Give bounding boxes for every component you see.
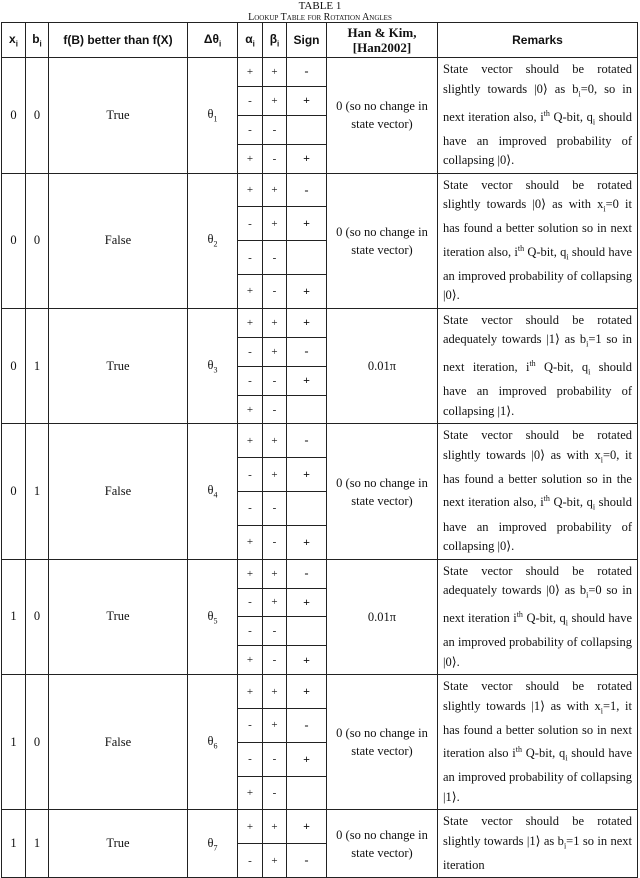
cell-comparison: True [49,58,188,174]
cell-remark [438,58,638,174]
cell-alpha: - [238,115,263,144]
header-remarks: Remarks [438,23,638,58]
remark-index: i [592,117,596,127]
remark-index: i [600,455,603,465]
remark-index: th [529,359,536,369]
table-caption [0,0,640,23]
cell-b: 0 [26,675,49,810]
cell-x: 0 [2,58,26,174]
remark-text: State vector should be rotated slightly towards |0⟩ as with x [443,428,632,462]
cell-delta-theta [188,559,238,675]
cell-delta-theta [188,424,238,559]
cell-remark [438,810,638,878]
remark-text: should have an improved probability of collapsing |0⟩. [443,109,633,168]
cell-beta: + [263,337,287,366]
remark-text: =0 it has found a better solution so in next iteration also, i [443,197,632,259]
remark-index: th [516,610,523,620]
cell-beta: - [263,742,287,776]
cell-b: 1 [26,810,49,878]
remark-text: should have an improved probability of collapsing |0⟩. [443,611,632,669]
cell-alpha: + [238,173,263,207]
cell-beta: + [263,424,287,458]
cell-beta: + [263,844,287,878]
theta-symbol: θ [207,357,214,372]
cell-comparison: False [49,675,188,810]
cell-sign [287,492,327,526]
remark-index: th [543,108,550,118]
cell-beta: + [263,675,287,709]
remark-index: i [578,89,581,98]
theta-index: 3 [213,365,218,375]
cell-delta-theta [188,173,238,308]
remark-index: i [586,339,589,349]
remark-text: should have an improved probability of collapsing |0⟩. [443,495,633,554]
table-row [2,559,638,588]
cell-beta: + [263,308,287,337]
cell-han-kim: 0 (so no change in state vector) [327,58,438,174]
cell-alpha: - [238,366,263,395]
cell-sign: + [287,207,327,241]
cell-beta: - [263,646,287,675]
cell-beta: + [263,458,287,492]
remark-index: i [603,204,606,214]
cell-beta: + [263,810,287,844]
remark-text: Q-bit, q [535,360,589,375]
remark-text: =0 so in next iteration i [443,583,632,626]
cell-comparison: True [49,810,188,878]
cell-alpha: - [238,337,263,366]
theta-index: 1 [213,114,218,124]
cell-delta-theta [188,675,238,810]
cell-beta: + [263,709,287,743]
theta-symbol: θ [207,483,214,498]
header-b: $b_i$ [26,23,49,58]
cell-sign: - [287,58,327,87]
cell-sign: - [287,559,327,588]
cell-beta: - [263,275,287,309]
theta-symbol: θ [207,608,214,623]
cell-comparison: False [49,173,188,308]
theta-symbol: θ [207,734,214,749]
table-row [2,424,638,458]
remark-text: Q-bit, q [524,244,567,259]
cell-han-kim: 0 (so no change in state vector) [327,424,438,559]
remark-index: th [515,745,523,755]
remark-text: State vector should be rotated slightly towards |1⟩ as with x [443,679,632,713]
remark-text: Q-bit, q [549,109,593,124]
theta-index: 4 [213,490,218,500]
cell-alpha: + [238,776,263,810]
table-row [2,810,638,844]
remark-text: Q-bit, q [522,611,566,626]
theta-index: 5 [213,616,218,626]
cell-alpha: + [238,810,263,844]
cell-beta: + [263,86,287,115]
remark-index: th [543,494,550,504]
cell-b: 0 [26,58,49,174]
header-han-kim: Han & Kim, [Han2002] [327,23,438,58]
cell-han-kim: 0 (so no change in state vector) [327,675,438,810]
cell-alpha: - [238,617,263,646]
remark-index: i [586,590,589,600]
remark-index: i [565,753,568,763]
cell-alpha: - [238,588,263,617]
cell-han-kim: 0.01π [327,559,438,675]
remark-text: =0, so in next iteration also, i [443,81,633,124]
cell-beta: + [263,173,287,207]
cell-sign [287,617,327,646]
theta-index: 2 [213,239,218,249]
caption-subtitle: Lookup Table for Rotation Angles [248,12,392,23]
cell-alpha: + [238,424,263,458]
header-x: $x_i$ [2,23,26,58]
cell-b: 1 [26,308,49,424]
cell-delta-theta [188,308,238,424]
table-row [2,173,638,207]
cell-remark [438,424,638,559]
cell-beta: - [263,776,287,810]
cell-beta: + [263,58,287,87]
cell-sign [287,241,327,275]
cell-alpha: + [238,275,263,309]
cell-beta: + [263,588,287,617]
cell-sign: - [287,337,327,366]
cell-alpha: + [238,308,263,337]
remark-index: i [592,503,596,513]
table-row [2,308,638,337]
cell-sign: + [287,588,327,617]
cell-sign: + [287,525,327,559]
cell-sign [287,395,327,424]
remark-index: i [565,618,568,628]
cell-b: 0 [26,559,49,675]
theta-symbol: θ [207,835,214,850]
cell-alpha: - [238,709,263,743]
cell-sign: + [287,366,327,395]
remark-text: State vector should be rotated adequately towards |0⟩ as b [443,563,632,598]
theta-index: 6 [213,741,218,751]
header-sign: Sign [287,23,327,58]
cell-beta: - [263,115,287,144]
cell-x: 1 [2,810,26,878]
cell-sign: + [287,646,327,675]
cell-alpha: + [238,559,263,588]
caption-title: TABLE 1 [298,0,342,12]
remark-text: Q-bit, q [522,746,566,761]
cell-alpha: - [238,86,263,115]
cell-sign: + [287,675,327,709]
cell-sign: + [287,308,327,337]
remark-text: should have an improved probability of collapsing |1⟩. [443,360,632,418]
cell-sign: - [287,844,327,878]
table-row [2,58,638,87]
remark-text: State vector should be rotated slightly towards |0⟩ as with x [443,177,632,212]
cell-alpha: + [238,525,263,559]
cell-sign: + [287,458,327,492]
cell-x: 0 [2,308,26,424]
cell-beta: + [263,207,287,241]
cell-b: 0 [26,173,49,308]
cell-remark [438,173,638,308]
cell-sign: + [287,144,327,173]
cell-remark [438,559,638,675]
cell-alpha: - [238,458,263,492]
cell-delta-theta [188,58,238,174]
cell-han-kim: 0 (so no change in state vector) [327,810,438,878]
remark-text: State vector should be rotated slightly towards |0⟩ as b [443,62,632,96]
cell-remark [438,308,638,424]
cell-delta-theta [188,810,238,878]
cell-beta: - [263,241,287,275]
remark-text: =1 so in next iteration [443,833,632,872]
cell-alpha: + [238,58,263,87]
remark-text: Q-bit, q [549,495,593,510]
cell-x: 1 [2,675,26,810]
header-delta-theta: $\Delta\theta_i$ [188,23,238,58]
remark-index: i [566,252,569,262]
cell-han-kim: 0 (so no change in state vector) [327,173,438,308]
cell-alpha: - [238,844,263,878]
theta-symbol: θ [207,232,214,247]
cell-han-kim: 0.01π [327,308,438,424]
cell-x: 0 [2,424,26,559]
cell-comparison: False [49,424,188,559]
cell-alpha: - [238,207,263,241]
cell-sign: - [287,709,327,743]
cell-x: 1 [2,559,26,675]
table-row [2,675,638,709]
cell-alpha: - [238,492,263,526]
cell-sign: - [287,173,327,207]
remark-index: i [588,367,591,377]
cell-sign: + [287,810,327,844]
cell-beta: - [263,492,287,526]
cell-sign: - [287,424,327,458]
cell-alpha: - [238,742,263,776]
cell-alpha: + [238,395,263,424]
remark-text: State vector should be rotated slightly towards |1⟩ as b [443,814,632,848]
header-alpha: $\alpha_i$ [238,23,263,58]
remark-text: =0, it has found a better solution so in the next iteration also, i [443,447,632,510]
theta-symbol: θ [207,107,214,122]
header-comparison: f(B) better than f(X) [49,23,188,58]
cell-sign [287,115,327,144]
cell-comparison: True [49,559,188,675]
cell-b: 1 [26,424,49,559]
header-beta: $\beta_i$ [263,23,287,58]
header-row [2,23,638,58]
theta-index: 7 [213,843,218,853]
cell-sign: + [287,275,327,309]
cell-sign: + [287,86,327,115]
cell-alpha: - [238,241,263,275]
remark-text: should have an improved probability of collapsing |0⟩. [443,244,633,303]
cell-beta: - [263,525,287,559]
remark-index: i [563,841,567,851]
remark-text: should have an improved probability of collapsing |1⟩. [443,746,633,804]
rotation-lookup-table [1,22,638,878]
cell-comparison: True [49,308,188,424]
cell-beta: - [263,617,287,646]
remark-text: State vector should be rotated adequately towards |1⟩ as b [443,312,632,347]
remark-text: =1 so in next iteration, i [443,332,632,375]
cell-alpha: + [238,675,263,709]
cell-sign [287,776,327,810]
cell-alpha: + [238,144,263,173]
cell-beta: + [263,559,287,588]
remark-index: i [600,706,603,716]
remark-index: th [517,243,525,253]
cell-sign: + [287,742,327,776]
cell-beta: - [263,144,287,173]
cell-beta: - [263,395,287,424]
remark-text: =1, it has found a better solution so in next iteration also i [443,698,632,761]
cell-remark [438,675,638,810]
cell-x: 0 [2,173,26,308]
cell-alpha: + [238,646,263,675]
cell-beta: - [263,366,287,395]
